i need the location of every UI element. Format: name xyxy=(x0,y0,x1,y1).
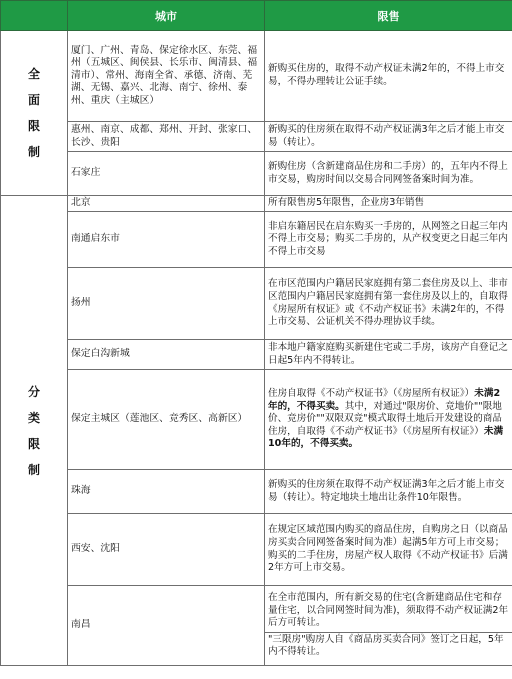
category-partial: 分类限制 xyxy=(1,196,68,666)
table-row xyxy=(1,340,512,370)
rule-cell: 所有限售房5年限售，企业房3年销售 xyxy=(265,196,512,212)
city-cell: 珠海 xyxy=(68,470,265,514)
rule-cell xyxy=(265,370,512,470)
city-cell: 南通启东市 xyxy=(68,212,265,268)
city-cell: 厦门、广州、青岛、保定徐水区、东莞、福州（五城区、闽侯县、长乐市、闽清县、福清市）、常州、海南全省、承德、济南、芜湖、无锡、嘉兴、北海、南宁、徐州、泰州、重庆（主城区） xyxy=(68,31,265,122)
rule-text: "三限房"购房人自《商品房买卖合同》签订之日起，5年内不得转让。 xyxy=(268,633,504,658)
city-cell: 保定白沟新城 xyxy=(68,340,265,370)
rule-divider xyxy=(265,632,512,633)
rule-cell: 新购住房（含新建商品住房和二手房）的，五年内不得上市交易，购房时间以交易合同网签备案时间为准。 xyxy=(265,152,512,196)
rule-cell xyxy=(265,586,512,666)
table-row xyxy=(1,31,512,122)
category-full: 全面限制 xyxy=(1,31,68,196)
rule-emphasis: 未满2年的，不得买卖。 xyxy=(268,388,501,412)
rule-cell: 新购买的住房须在取得不动产权证满3年之后才能上市交易（转让）。特定地块土地出让条件10年限售。 xyxy=(265,470,512,514)
rule-text: 住房自取得《不动产权证书》（《房屋所有权证》） xyxy=(268,388,475,400)
rule-text: 其中，对通过"限房价、竞地价""限地价、竞房价""双限双竞"模式取得土地后开发建设的商品住房，自取得《不动产权证书》（《房屋所有权证》） xyxy=(268,400,502,437)
table-row xyxy=(1,152,512,196)
city-cell: 石家庄 xyxy=(68,152,265,196)
rule-cell: 在市区范围内户籍居民家庭拥有第二套住房及以上、非市区范围内户籍居民家庭拥有第一套住房及以上的，自取得《房屋所有权证》或《不动产权证书》未满2年的，不得上市交易、公证机关不得办理协议手续。 xyxy=(265,268,512,340)
header-restriction: 限售 xyxy=(265,1,512,31)
city-cell: 惠州、南京、成都、郑州、开封、张家口、长沙、贵阳 xyxy=(68,122,265,152)
city-cell: 南昌 xyxy=(68,586,265,666)
city-cell: 保定主城区（莲池区、竞秀区、高新区） xyxy=(68,370,265,470)
header-category xyxy=(1,1,68,31)
rule-cell: 非启东籍居民在启东购买一手房的，从网签之日起三年内不得上市交易；购买二手房的，从产权变更之日起三年内不得上市交易 xyxy=(265,212,512,268)
city-cell: 西安、沈阳 xyxy=(68,514,265,586)
table-row xyxy=(1,370,512,470)
table-row xyxy=(1,196,512,212)
table-row xyxy=(1,212,512,268)
header-city: 城市 xyxy=(68,1,265,31)
table-row xyxy=(1,470,512,514)
table-row xyxy=(1,586,512,666)
table-row xyxy=(1,268,512,340)
rule-cell: 新购买住房的，取得不动产权证未满2年的，不得上市交易，不得办理转让公证手续。 xyxy=(265,31,512,122)
table-header-row xyxy=(1,1,512,31)
city-cell: 扬州 xyxy=(68,268,265,340)
table-row xyxy=(1,514,512,586)
rule-cell: 新购买的住房须在取得不动产权证满3年之后才能上市交易（转让）。 xyxy=(265,122,512,152)
rule-cell: 在规定区域范围内购买的商品住房，自购房之日（以商品房买卖合同网签备案时间为准）起满5年方可上市交易；购买的二手住房，房屋产权人取得《不动产权证书》后满2年方可上市交易。 xyxy=(265,514,512,586)
table-row xyxy=(1,122,512,152)
city-cell: 北京 xyxy=(68,196,265,212)
rule-text: 在全市范围内，所有新交易的住宅(含新建商品住宅和存量住宅，以合同网签时间为准)，须取得不动产权证满2年后方可转让。 xyxy=(268,592,509,629)
rule-cell: 非本地户籍家庭购买新建住宅或二手房，该房产自登记之日起5年内不得转让。 xyxy=(265,340,512,370)
rule-emphasis: 未满10年的，不得买卖。 xyxy=(268,425,504,450)
